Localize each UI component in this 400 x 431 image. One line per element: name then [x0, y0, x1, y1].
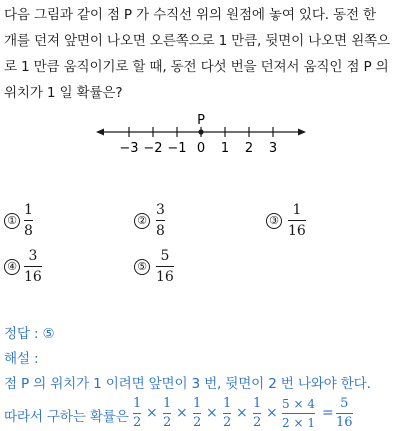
- half-fraction-4: 1 2: [223, 396, 232, 430]
- final-prefix: 따라서 구하는 확률은: [4, 409, 129, 425]
- half-fraction-5: 1 2: [253, 396, 262, 430]
- result-fraction: 5 16: [336, 396, 353, 430]
- question-text: [4, 2, 398, 106]
- point-p-label: P: [197, 113, 205, 128]
- question-line-1: 다음 그림과 같이 점 P 가 수직선 위의 원점에 놓여 있다. 동전 한: [4, 7, 376, 23]
- choice-4-numerator: 3: [28, 248, 38, 264]
- choice-5-mark[interactable]: ⑤: [134, 259, 150, 275]
- choice-5-fraction[interactable]: [156, 248, 174, 285]
- combination-fraction: 5 × 4 2 × 1: [282, 397, 315, 430]
- times-sign-3: ×: [206, 405, 218, 421]
- tick-label: 2: [244, 141, 254, 156]
- choice-5-numerator: 5: [160, 248, 170, 264]
- choice-3-numerator: 1: [292, 202, 302, 218]
- question-line-3: 로 1 만큼 움직이기로 할 때, 동전 다섯 번을 던져서 움직인 점 P 의: [4, 59, 389, 75]
- number-line: [96, 112, 306, 156]
- equals-sign: =: [322, 405, 334, 421]
- choice-2-denominator: 8: [156, 223, 165, 239]
- times-sign-1: ×: [146, 405, 158, 421]
- choice-1-numerator: 1: [24, 202, 33, 218]
- point-p-dot: [198, 129, 203, 134]
- tick-label: −1: [167, 141, 187, 156]
- choice-1-denominator: 8: [24, 223, 33, 239]
- half-fraction-1: 1 2: [133, 396, 142, 430]
- tick-label: 1: [220, 141, 230, 156]
- choice-3-fraction[interactable]: [288, 202, 306, 239]
- half-fraction-2: 1 2: [163, 396, 172, 430]
- choice-4-denominator: 16: [24, 269, 42, 285]
- explanation-line: 점 P 의 위치가 1 이려면 앞면이 3 번, 뒷면이 2 번 나와야 한다.: [4, 376, 371, 392]
- choice-1-fraction[interactable]: [24, 202, 33, 239]
- choice-2-numerator: 3: [156, 202, 165, 218]
- choice-4-mark[interactable]: ④: [4, 259, 20, 275]
- tick-label: 0: [196, 141, 206, 156]
- choice-3-denominator: 16: [288, 223, 306, 239]
- answer-label: 정답 : ⑤: [4, 326, 55, 342]
- tick-marks: [119, 127, 277, 156]
- question-line-4: 위치가 1 일 확률은?: [4, 85, 123, 101]
- half-fraction-3: 1 2: [193, 396, 202, 430]
- explanation-label: 해설 :: [4, 351, 39, 367]
- left-arrow-icon: [96, 129, 104, 136]
- choice-4-fraction[interactable]: [24, 248, 42, 285]
- tick-label: 3: [268, 141, 278, 156]
- choice-2-mark[interactable]: ②: [134, 213, 150, 229]
- choice-5-denominator: 16: [156, 269, 174, 285]
- times-sign-4: ×: [236, 405, 248, 421]
- times-sign-5: ×: [266, 405, 278, 421]
- choice-1-mark[interactable]: ①: [4, 213, 20, 229]
- question-line-2: 개를 던져 앞면이 나오면 오른쪽으로 1 만큼, 뒷면이 나오면 왼쪽으: [4, 33, 390, 49]
- tick-label: −3: [119, 141, 139, 156]
- tick-label: −2: [143, 141, 163, 156]
- right-arrow-icon: [298, 129, 306, 136]
- choice-2-fraction[interactable]: [156, 202, 165, 239]
- times-sign-2: ×: [176, 405, 188, 421]
- choice-3-mark[interactable]: ③: [266, 213, 282, 229]
